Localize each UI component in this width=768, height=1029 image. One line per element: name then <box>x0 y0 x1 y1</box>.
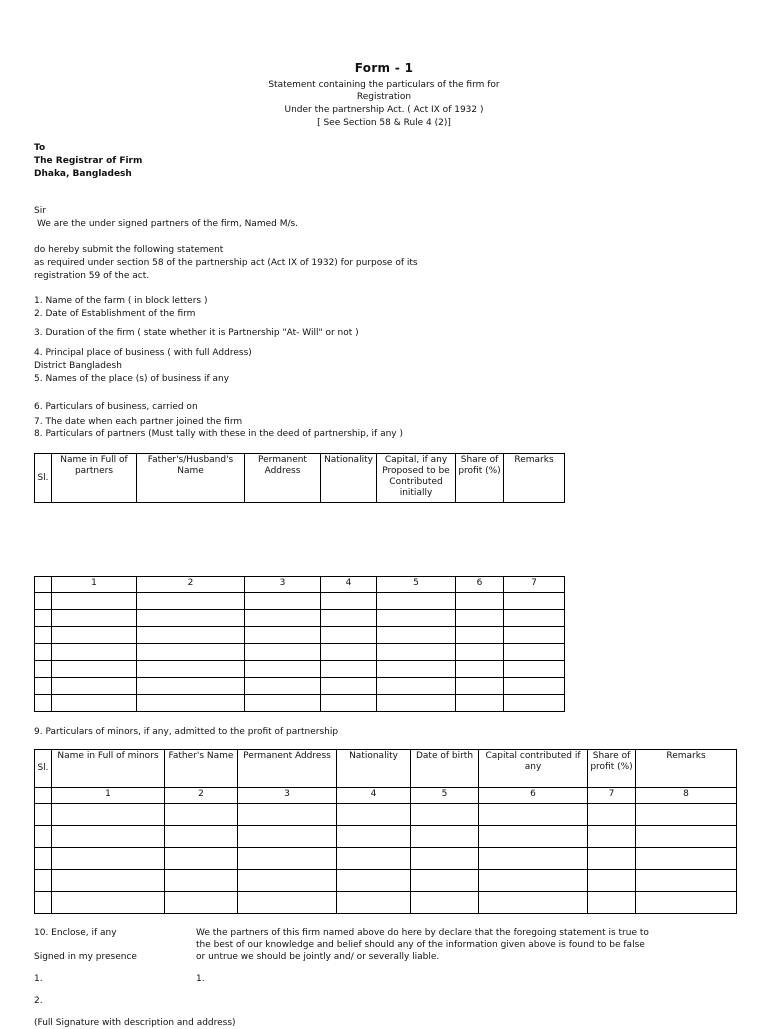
num-cell: 2 <box>137 577 245 593</box>
form-title: Form - 1 <box>354 61 414 75</box>
partner-signature-1: 1. <box>196 974 205 984</box>
num-cell: 5 <box>377 577 456 593</box>
form-subtitle-1: Statement containing the particulars of the firm for <box>268 80 500 90</box>
col-sl: Sl. <box>35 454 52 503</box>
intro-text: We are the under signed partners of the firm, Named M/s. <box>37 219 299 229</box>
item-4-district: District Bangladesh <box>34 361 122 371</box>
minor-num-cell: 3 <box>238 788 337 804</box>
item-1: 1. Name of the farm ( in block letters ) <box>34 296 208 306</box>
col-remarks: Remarks <box>504 454 565 503</box>
address-to: To <box>34 143 46 153</box>
item-10: 10. Enclose, if any <box>34 928 117 938</box>
address-registrar: The Registrar of Firm <box>34 156 143 166</box>
minor-col-father-name: Father's Name <box>165 750 238 788</box>
para-line-2: as required under section 58 of the partnership act (Act IX of 1932) for purpose of its <box>34 258 418 268</box>
address-city: Dhaka, Bangladesh <box>34 169 132 179</box>
col-capital: Capital, if any Proposed to be Contributed initially <box>377 454 456 503</box>
table-row <box>35 826 737 848</box>
minor-col-share: Share of profit (%) <box>588 750 636 788</box>
salutation: Sir <box>34 206 46 216</box>
num-cell: 7 <box>504 577 565 593</box>
minors-table <box>34 749 737 914</box>
minor-col-capital: Capital contributed if any <box>479 750 588 788</box>
minor-num-cell: 6 <box>479 788 588 804</box>
item-9: 9. Particulars of minors, if any, admitted to the profit of partnership <box>34 727 339 737</box>
col-nationality: Nationality <box>321 454 377 503</box>
minor-num-blank <box>35 788 52 804</box>
minor-num-cell: 7 <box>588 788 636 804</box>
minor-num-cell: 5 <box>411 788 479 804</box>
table-row <box>35 644 565 661</box>
col-partner-name: Name in Full of partners <box>52 454 137 503</box>
minor-col-nationality: Nationality <box>337 750 411 788</box>
num-cell: 1 <box>52 577 137 593</box>
item-8: 8. Particulars of partners (Must tally with these in the deed of partnership, if any ) <box>34 429 403 439</box>
declaration-line-2: the best of our knowledge and belief should any of the information given above is found to be false <box>196 940 645 950</box>
item-5: 5. Names of the place (s) of business if any <box>34 374 230 384</box>
table-row <box>35 610 565 627</box>
table-row <box>35 892 737 914</box>
col-permanent-address: Permanent Address <box>245 454 321 503</box>
form-subtitle-2: Registration <box>356 92 412 102</box>
col-father-husband-name: Father's/Husband's Name <box>137 454 245 503</box>
partners-entry-table <box>34 576 565 712</box>
minor-col-remarks: Remarks <box>636 750 737 788</box>
item-2: 2. Date of Establishment of the firm <box>34 309 196 319</box>
num-cell: 3 <box>245 577 321 593</box>
table-row <box>35 804 737 826</box>
para-line-1: do hereby submit the following statement <box>34 245 224 255</box>
minor-num-cell: 4 <box>337 788 411 804</box>
minor-col-name: Name in Full of minors <box>52 750 165 788</box>
form-subtitle-3: Under the partnership Act. ( Act IX of 1932 ) <box>284 105 484 115</box>
minor-num-cell: 2 <box>165 788 238 804</box>
para-line-3: registration 59 of the act. <box>34 271 150 281</box>
table-row <box>35 848 737 870</box>
num-cell: 4 <box>321 577 377 593</box>
minor-num-cell: 8 <box>636 788 737 804</box>
col-share-of-profit: Share of profit (%) <box>456 454 504 503</box>
minor-col-dob: Date of birth <box>411 750 479 788</box>
witness-1: 1. <box>34 974 43 984</box>
signed-presence: Signed in my presence <box>34 952 137 962</box>
minor-col-sl: Sl. <box>35 750 52 788</box>
table-row <box>35 661 565 678</box>
declaration-line-3: or untrue we should be jointly and/ or severally liable. <box>196 952 440 962</box>
form-subtitle-4: [ See Section 58 & Rule 4 (2)] <box>317 118 451 128</box>
item-7: 7. The date when each partner joined the firm <box>34 417 243 427</box>
table-row <box>35 593 565 610</box>
minor-num-cell: 1 <box>52 788 165 804</box>
table-row <box>35 870 737 892</box>
declaration-line-1: We the partners of this firm named above do here by declare that the foregoing statement is true to <box>196 928 649 938</box>
table-row <box>35 678 565 695</box>
table-row <box>35 695 565 712</box>
partners-header-table <box>34 453 565 503</box>
minor-col-address: Permanent Address <box>238 750 337 788</box>
num-blank <box>35 577 52 593</box>
signature-note: (Full Signature with description and address) <box>34 1018 236 1028</box>
witness-2: 2. <box>34 996 43 1006</box>
item-4: 4. Principal place of business ( with full Address) <box>34 348 252 358</box>
num-cell: 6 <box>456 577 504 593</box>
item-6: 6. Particulars of business, carried on <box>34 402 198 412</box>
item-3: 3. Duration of the firm ( state whether it is Partnership "At- Will" or not ) <box>34 328 359 338</box>
table-row <box>35 627 565 644</box>
